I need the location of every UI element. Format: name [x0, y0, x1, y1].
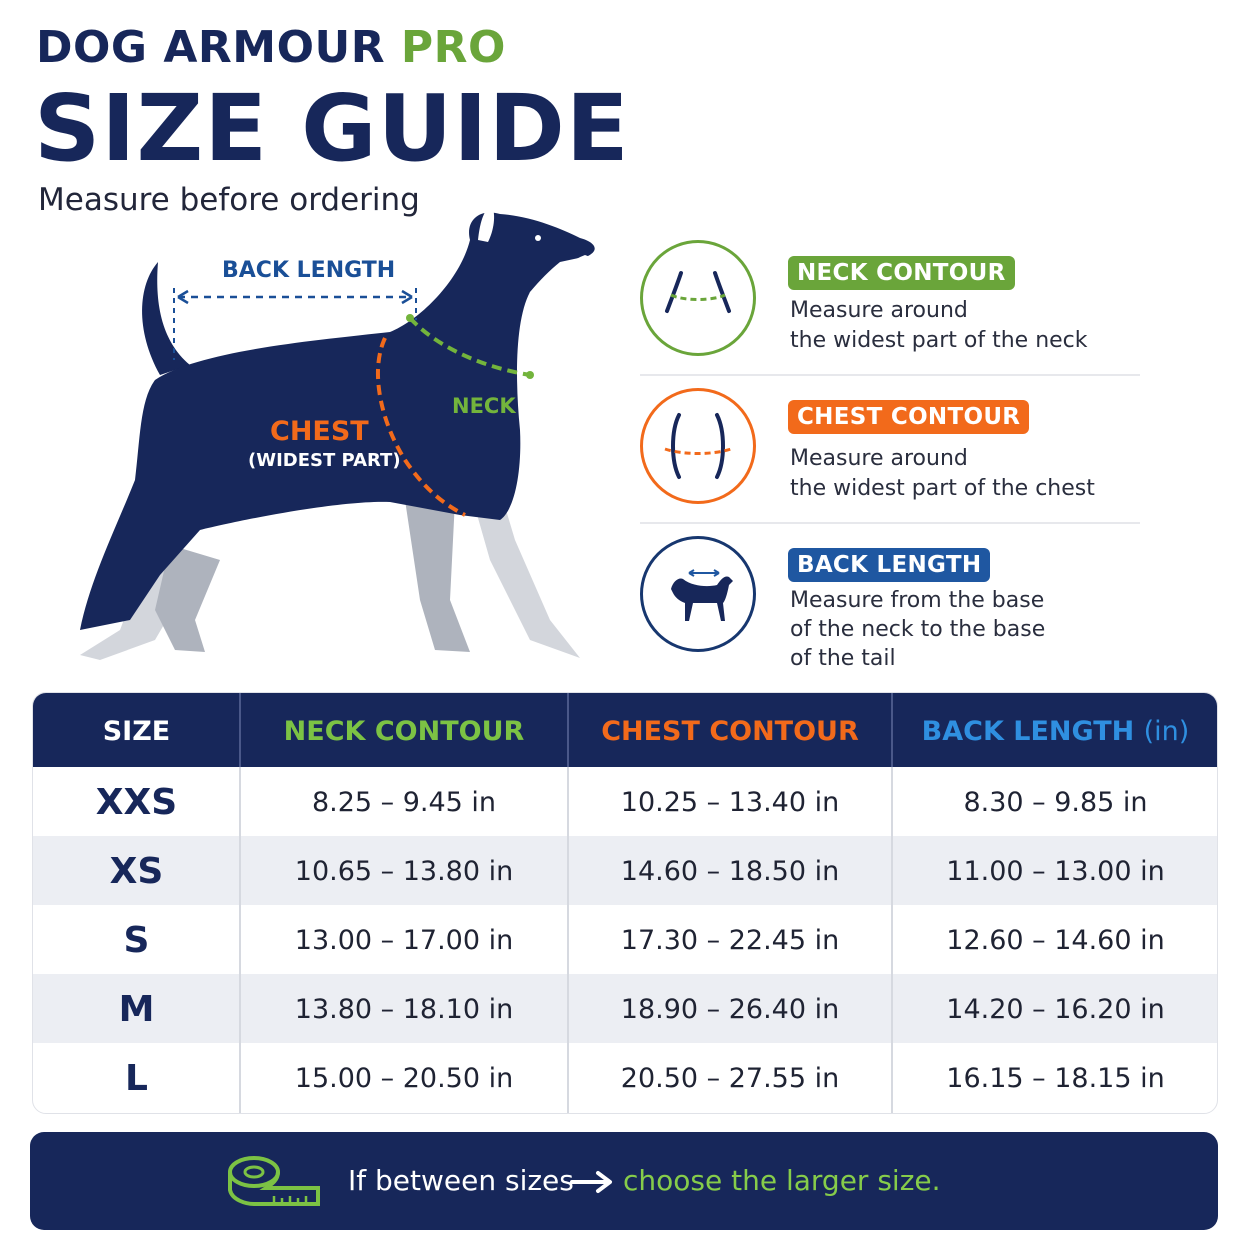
tip-text: If between sizes	[348, 1164, 574, 1197]
sizing-tip-banner	[30, 1132, 1218, 1230]
table-row	[33, 974, 1217, 1043]
neck-cell: 8.25 – 9.45 in	[311, 787, 497, 818]
chest-cell: 14.60 – 18.50 in	[620, 856, 840, 887]
back-length-badge: BACK LENGTH	[788, 548, 990, 582]
neck-label: NECK	[452, 394, 516, 418]
dog-measurement-diagram	[60, 200, 620, 670]
header-divider	[239, 693, 241, 767]
page-subtitle: Measure before ordering	[38, 182, 420, 218]
arrow-right-icon	[570, 1170, 614, 1194]
neck-contour-badge: NECK CONTOUR	[788, 256, 1015, 290]
neck-cell: 15.00 – 20.50 in	[294, 1063, 514, 1094]
header-chest-contour: CHEST CONTOUR	[601, 716, 859, 747]
dog-back-length-icon	[640, 536, 756, 652]
tip-highlight: choose the larger size.	[623, 1164, 941, 1197]
chest-cell: 18.90 – 26.40 in	[620, 994, 840, 1025]
table-row	[33, 767, 1217, 836]
back-cell: 14.20 – 16.20 in	[946, 994, 1165, 1025]
back-length-description: Measure from the base of the neck to the base of the tail	[790, 588, 1046, 671]
divider	[640, 374, 1140, 376]
back-cell: 8.30 – 9.85 in	[963, 787, 1148, 818]
neck-measure-icon	[640, 240, 756, 356]
neck-cell: 13.80 – 18.10 in	[294, 994, 514, 1025]
header-size: SIZE	[102, 716, 171, 747]
header-neck-contour: NECK CONTOUR	[283, 716, 525, 747]
chest-label: CHEST	[270, 416, 369, 447]
table-row	[33, 905, 1217, 974]
header-back-length: BACK LENGTH (in)	[921, 716, 1190, 747]
size-cell: L	[125, 1058, 148, 1099]
table-row	[33, 1043, 1217, 1112]
chest-contour-description: Measure around the widest part of the chest	[790, 446, 1095, 501]
brand-title	[36, 22, 506, 73]
back-cell: 12.60 – 14.60 in	[946, 925, 1165, 956]
page-title: SIZE GUIDE	[34, 75, 630, 182]
divider	[640, 522, 1140, 524]
size-cell: XS	[109, 851, 164, 892]
measuring-tape-icon	[226, 1150, 322, 1212]
back-length-label: BACK LENGTH	[222, 258, 396, 283]
size-table	[32, 692, 1218, 1114]
chest-cell: 17.30 – 22.45 in	[620, 925, 840, 956]
size-cell: XXS	[95, 782, 178, 823]
table-header	[33, 693, 1217, 767]
neck-contour-description: Measure around the widest part of the neck	[790, 298, 1088, 353]
chest-sublabel: (WIDEST PART)	[248, 450, 401, 471]
header-divider	[567, 693, 569, 767]
size-cell: S	[123, 920, 150, 961]
table-row	[33, 836, 1217, 905]
chest-measure-icon	[640, 388, 756, 504]
brand-accent: PRO	[400, 22, 506, 73]
chest-cell: 20.50 – 27.55 in	[620, 1063, 840, 1094]
neck-cell: 13.00 – 17.00 in	[294, 925, 514, 956]
header-divider	[891, 693, 893, 767]
chest-contour-badge: CHEST CONTOUR	[788, 400, 1029, 434]
neck-cell: 10.65 – 13.80 in	[294, 856, 514, 887]
chest-cell: 10.25 – 13.40 in	[620, 787, 840, 818]
brand-name: DOG ARMOUR	[36, 22, 386, 73]
back-cell: 11.00 – 13.00 in	[946, 856, 1165, 887]
back-cell: 16.15 – 18.15 in	[946, 1063, 1165, 1094]
size-cell: M	[118, 989, 155, 1030]
